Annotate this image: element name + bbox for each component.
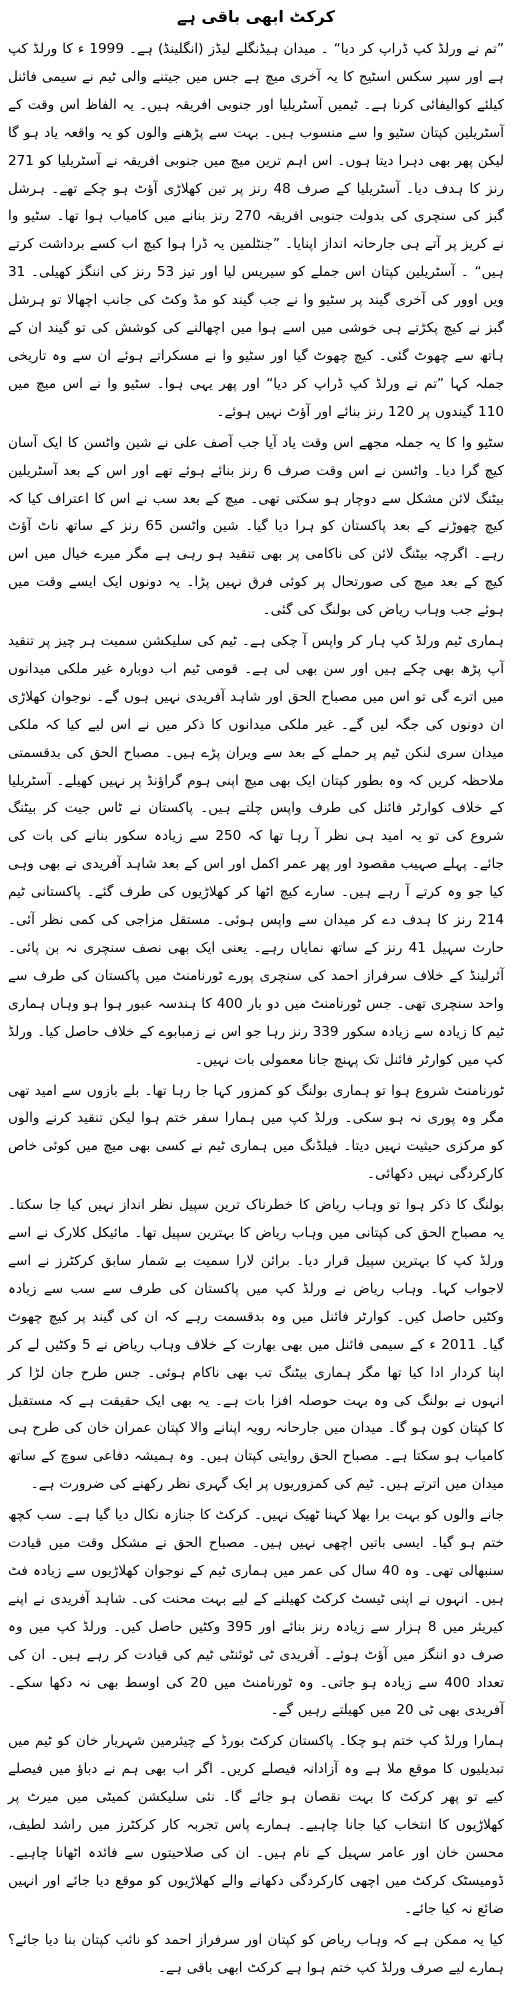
article-headline: کرکٹ ابھی باقی ہے bbox=[177, 7, 335, 26]
article-paragraph: ٹورنامنٹ شروع ہوا تو ہماری بولنگ کو کمزور کہا جا رہا تھا۔ بلے بازوں سے امید تھی مگر وہ پوری نہ ہو سکی۔ ورلڈ کپ میں ہمارا سفر ختم ہوا لیکن تنقید کرنے والوں کو مرکزی حیثیت نہیں دیتا۔ فیلڈنگ میں ہماری ٹیم نے کسی بھی میچ میں کوئی خاص کارکردگی نہیں دکھائی۔ bbox=[8, 1082, 504, 1183]
article-paragraph: ہمارا ورلڈ کپ ختم ہو چکا۔ پاکستان کرکٹ بورڈ کے چیئرمین شہریار خان کو ٹیم میں تبدیلیوں کا موقع ملا ہے وہ آزادانہ فیصلے کریں۔ اگر اب بھی ہم نے دباؤ میں فیصلے کیے تو پھر کرکٹ کا بہت نقصان ہو جائے گا۔ نئی سلیکشن کمیٹی میں میرٹ پر کھلاڑیوں کا انتخاب کیا جانا چاہیے۔ ہمارے پاس تجربہ کار کرکٹرز میں راشد لطیف، محسن خان اور عامر سہیل کے نام ہیں۔ ان کی صلاحیتوں سے فائدہ اٹھانا چاہیے۔ ڈومیسٹک کرکٹ میں اچھی کارکردگی دکھانے والے کھلاڑیوں کو موقع دیا جائے اور انہیں ضائع نہ کیا جائے۔ bbox=[8, 1733, 504, 1917]
article-paragraph: ہماری ٹیم ورلڈ کپ ہار کر واپس آ چکی ہے۔ ٹیم کی سلیکشن سمیت ہر چیز پر تنقید آپ پڑھ بھی چکے ہیں اور سن بھی لی ہے۔ قومی ٹیم اب دوبارہ غیر ملکی میدانوں میں اترے گی تو اس میں مصباح الحق اور شاہد آفریدی نہیں ہوں گے۔ نوجوان کھلاڑی ان دونوں کی جگہ لیں گے۔ غیر ملکی میدانوں کا ذکر میں نے اس لیے کیا کہ ملکی میدان سری لنکن ٹیم پر حملے کے بعد سے ویران پڑے ہیں۔ مصباح الحق کی بدقسمتی ملاحظہ کریں کہ وہ بطور کپتان ایک بھی میچ اپنی ہوم گراؤنڈ پر نہیں کھیلے۔ آسٹریلیا کے خلاف کوارٹر فائنل کی طرف واپس چلتے ہیں۔ پاکستان نے ٹاس جیت کر بیٹنگ شروع کی تو یہ امید ہی نظر آ رہا تھا کہ 250 سے زیادہ سکور بنانے کی بات کی جائے۔ پہلے صہیب مقصود اور پھر عمر اکمل اور اس کے بعد شاہد آفریدی نے بھی وہی کیا جو وہ کرتے آ رہے ہیں۔ سارے کیچ اٹھا کر کھلاڑیوں کی طرف گئے۔ پاکستانی ٹیم 214 رنز کا ہدف دے کر میدان سے واپس ہوئی۔ مستقل مزاجی کی کمی نظر آئی۔ حارث سہیل 41 رنز کے ساتھ نمایاں رہے۔ یعنی ایک بھی نصف سنچری نہ بن پائی۔ آئرلینڈ کے خلاف سرفراز احمد کی سنچری پورے ٹورنامنٹ میں پاکستان کی طرف سے واحد سنچری تھی۔ جس ٹورنامنٹ میں دو بار 400 کا ہندسہ عبور ہوا ہو وہاں ہماری ٹیم کا زیادہ سے زیادہ سکور 339 رنز رہا جو اس نے زمبابوے کے خلاف حاصل کیا۔ ورلڈ کپ میں کوارٹر فائنل تک پہنچ جانا معمولی بات نہیں۔ bbox=[8, 633, 504, 1068]
article-paragraph: کیا یہ ممکن ہے کہ وہاب ریاض کو کپتان اور سرفراز احمد کو نائب کپتان بنا دیا جائے؟ ہمارے لیے صرف ورلڈ کپ ختم ہوا ہے کرکٹ ابھی باقی ہے۔ bbox=[8, 1931, 504, 1976]
article-paragraph: جانے والوں کو بہت برا بھلا کہنا ٹھیک نہیں۔ کرکٹ کا جنازہ نکال دیا گیا ہے۔ سب کچھ ختم ہو گیا۔ ایسی باتیں اچھی نہیں ہیں۔ مصباح الحق نے مشکل وقت میں قیادت سنبھالی تھی۔ وہ 40 سال کی عمر میں ہماری ٹیم کے نوجوان کھلاڑیوں سے زیادہ فٹ ہیں۔ انہوں نے اپنی ٹیسٹ کرکٹ کھیلنے کے لیے بہت محنت کی۔ شاہد آفریدی نے اپنے کیریئر میں 8 ہزار سے زیادہ رنز بنائے اور 395 وکٹیں حاصل کیں۔ ورلڈ کپ میں وہ صرف دو اننگز میں آؤٹ ہوئے۔ آفریدی ٹی ٹوئنٹی ٹیم کی قیادت کر رہے ہیں۔ ان کی تعداد 400 سے زیادہ ہو جاتی۔ وہ ٹورنامنٹ میں 20 کی اوسط بھی نہ دکھا سکے۔ آفریدی بھی ٹی 20 میں کھیلتے رہیں گے۔ bbox=[8, 1507, 505, 1719]
article-paragraph: سٹیو وا کا یہ جملہ مجھے اس وقت یاد آیا جب آصف علی نے شین واٹسن کا ایک آسان کیچ گرا دیا۔ واٹسن نے اس وقت صرف 6 رنز بنائے ہوئے تھے اور اس کے بعد آسٹریلین بیٹنگ لائن مشکل سے دوچار ہو سکتی تھی۔ میچ کے بعد سب نے اس کا اعتراف کیا کہ کیچ چھوڑنے کے بعد پاکستان کو ہرا دیا گیا۔ شین واٹسن 65 رنز کے ساتھ ناٹ آؤٹ رہے۔ اگرچہ بیٹنگ لائن کی ناکامی پر بھی تنقید ہو رہی ہے مگر میرے خیال میں اس کیچ کے بعد میچ کی صورتحال پر کوئی فرق نہیں پڑا۔ یہ دونوں ایک ایسے وقت میں ہوئے جب وہاب ریاض کی بولنگ کی گئی۔ bbox=[8, 434, 504, 619]
article-paragraph: بولنگ کا ذکر ہوا تو وہاب ریاض کا خطرناک ترین سپیل نظر انداز نہیں کیا جا سکتا۔ یہ مصباح الحق کی کپتانی میں وہاب ریاض کا بہترین سپیل تھا۔ مائیکل کلارک نے اسے ورلڈ کپ کا بہترین سپیل قرار دیا۔ برائن لارا سمیت بے شمار سابق کرکٹرز نے اسے لاجواب کہا۔ وہاب ریاض نے ورلڈ کپ میں پاکستان کی طرف سے سب سے زیادہ وکٹیں حاصل کیں۔ کوارٹر فائنل میں وہ بدقسمت رہے کہ ان کی گیند پر کیچ چھوٹ گیا۔ 2011 ء کے سیمی فائنل میں بھی بھارت کے خلاف وہاب ریاض نے 5 وکٹیں لے کر اپنا کردار ادا کیا تھا مگر ہماری بیٹنگ تب بھی ناکام ہوئی۔ جس طرح جان لڑا کر انہوں نے بولنگ کی وہ بہت حوصلہ افزا بات ہے۔ یہ بھی ایک حقیقت ہے کہ مستقبل کا کپتان کون ہو گا۔ میدان میں جارحانہ رویہ اپنانے والا کپتان عمران خان کی طرح ہی کامیاب ہو سکتا ہے۔ مصباح الحق روایتی کپتان ہیں۔ وہ ہمیشہ دفاعی سوچ کے ساتھ میدان میں اترتے ہیں۔ ٹیم کی کمزوریوں پر ایک گہری نظر رکھنے کی ضرورت ہے۔ bbox=[8, 1197, 504, 1493]
article-paragraph: ”تم نے ورلڈ کپ ڈراپ کر دیا“ ۔ میدان ہیڈنگلے لیڈز (انگلینڈ) ہے۔ 1999 ء کا ورلڈ کپ ہے اور سپر سکس اسٹیج کا یہ آخری میچ ہے جس میں جیتنے والی ٹیم نے سیمی فائنل کیلئے کوالیفائی کرنا ہے۔ ٹیمیں آسٹریلیا اور جنوبی افریقہ ہیں۔ یہ الفاظ اس وقت کے آسٹریلین کپتان سٹیو وا سے منسوب ہیں۔ بہت سے پڑھنے والوں کو یہ واقعہ یاد ہو گا لیکن پھر بھی دہرا دیتا ہوں۔ اس اہم ترین میچ میں جنوبی افریقہ نے آسٹریلیا کو 271 رنز کا ہدف دیا۔ آسٹریلیا کے صرف 48 رنز پر تین کھلاڑی آؤٹ ہو چکے تھے۔ ہرشل گبز کی سنچری کی بدولت جنوبی افریقہ 270 رنز بنانے میں کامیاب ہوا تھا۔ سٹیو وا نے کریز پر آتے ہی جارحانہ انداز اپنایا۔ ”جنٹلمین یہ ڈرا ہوا کیچ اب کسے برداشت کرتے ہیں“ ۔ آسٹریلین کپتان اس جملے کو سیریس لیا اور تیز 53 رنز کی اننگز کھیلی۔ 31 ویں اوور کی آخری گیند پر سٹیو وا نے جب گیند کو مڈ وکٹ کی جانب اچھالا تو ہرشل گبز نے کیچ پکڑتے ہی خوشی میں اسے ہوا میں اچھالنے کی کوشش کی تو گیند ان کے ہاتھ سے چھوٹ گئی۔ کیچ چھوٹ گیا اور سٹیو وا نے مسکراتے ہوئے ان سے وہ تاریخی جملہ کہا ”تم نے ورلڈ کپ ڈراپ کر دیا“ اور پھر یہی ہوا۔ سٹیو وا نے اس میچ میں 110 گیندوں پر 120 رنز بنائے اور آؤٹ نہیں ہوئے۔ bbox=[8, 41, 505, 420]
